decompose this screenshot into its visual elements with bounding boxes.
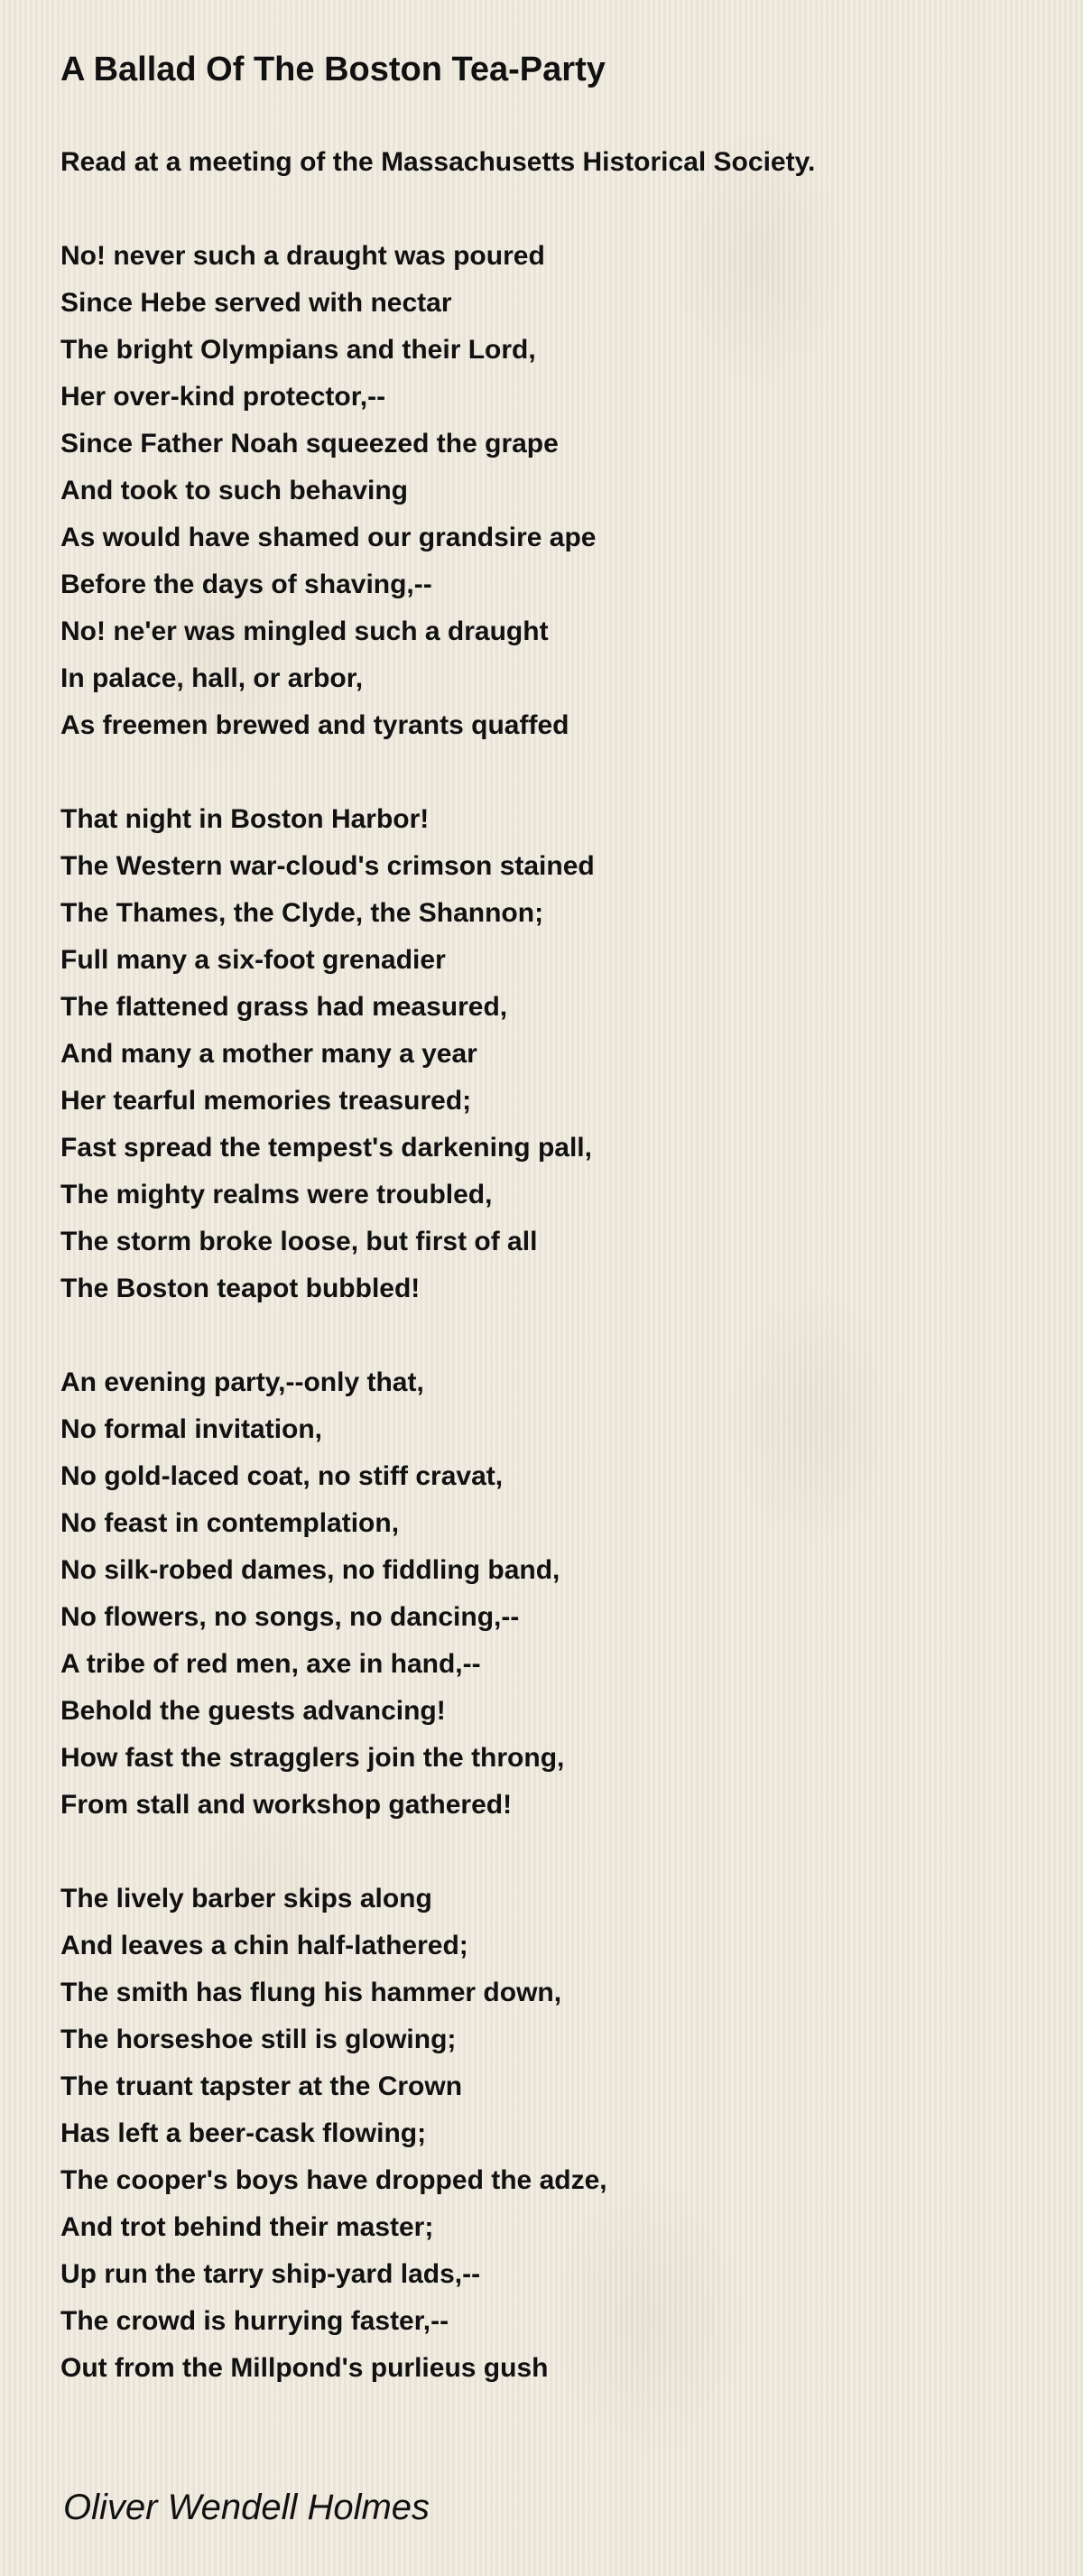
poem-line: Her tearful memories treasured; xyxy=(60,1086,472,1116)
poem-line: Has left a beer-cask flowing; xyxy=(60,2118,427,2148)
poem-line: The storm broke loose, but first of all xyxy=(60,1227,538,1256)
poem-line: As would have shamed our grandsire ape xyxy=(60,523,597,552)
poem-line: The lively barber skips along xyxy=(60,1884,432,1913)
poem-line: A tribe of red men, axe in hand,-- xyxy=(60,1649,481,1679)
poem-line: The smith has flung his hammer down, xyxy=(60,1978,562,2007)
poem-line: How fast the stragglers join the throng, xyxy=(60,1743,565,1773)
poem-line: And took to such behaving xyxy=(60,476,409,505)
poem-line: The horseshoe still is glowing; xyxy=(60,2025,457,2054)
poem-container xyxy=(60,47,1044,2439)
poem-line: The Boston teapot bubbled! xyxy=(60,1274,421,1303)
poem-stanza xyxy=(60,796,1044,1312)
poem-line: Out from the Millpond's purlieus gush xyxy=(60,2353,549,2383)
poem-line: As freemen brewed and tyrants quaffed xyxy=(60,710,569,740)
poem-line: No flowers, no songs, no dancing,-- xyxy=(60,1602,520,1632)
poem-line: The Western war-cloud's crimson stained xyxy=(60,851,595,881)
poem-line: No gold-laced coat, no stiff cravat, xyxy=(60,1461,504,1491)
poem-line: Up run the tarry ship-yard lads,-- xyxy=(60,2259,481,2289)
poem-line: And many a mother many a year xyxy=(60,1039,477,1069)
poem-line: Before the days of shaving,-- xyxy=(60,570,432,599)
poem-line: From stall and workshop gathered! xyxy=(60,1790,513,1820)
poem-line: An evening party,--only that, xyxy=(60,1367,424,1397)
poem-line: No formal invitation, xyxy=(60,1414,323,1444)
poem-line: No silk-robed dames, no fiddling band, xyxy=(60,1555,560,1585)
poem-line: Behold the guests advancing! xyxy=(60,1696,446,1726)
poem-line: The bright Olympians and their Lord, xyxy=(60,335,536,365)
poem-line: The mighty realms were troubled, xyxy=(60,1180,493,1209)
poem-line: That night in Boston Harbor! xyxy=(60,804,430,834)
poem-author: Oliver Wendell Holmes xyxy=(63,2488,430,2527)
poem-line: Fast spread the tempest's darkening pall, xyxy=(60,1133,592,1163)
poem-line: The crowd is hurrying faster,-- xyxy=(60,2306,449,2336)
poem-line: The Thames, the Clyde, the Shannon; xyxy=(60,898,544,928)
poem-stanza xyxy=(60,1876,1044,2392)
poem-line: And trot behind their master; xyxy=(60,2212,434,2242)
poem-body xyxy=(60,233,1044,2392)
poem-line: And leaves a chin half-lathered; xyxy=(60,1931,468,1960)
poem-line: No feast in contemplation, xyxy=(60,1508,400,1538)
poem-line: The cooper's boys have dropped the adze, xyxy=(60,2165,607,2195)
poem-title: A Ballad Of The Boston Tea-Party xyxy=(60,51,606,88)
poem-subtitle: Read at a meeting of the Massachusetts Historical Society. xyxy=(60,147,816,177)
poem-line: In palace, hall, or arbor, xyxy=(60,663,364,693)
poem-line: No! never such a draught was poured xyxy=(60,241,545,271)
poem-line: Full many a six-foot grenadier xyxy=(60,945,446,975)
poem-line: Her over-kind protector,-- xyxy=(60,382,386,412)
poem-line: The flattened grass had measured, xyxy=(60,992,508,1022)
poem-line: Since Father Noah squeezed the grape xyxy=(60,429,559,459)
poem-line: No! ne'er was mingled such a draught xyxy=(60,616,549,646)
poem-line: Since Hebe served with nectar xyxy=(60,288,452,318)
poem-stanza xyxy=(60,1359,1044,1829)
poem-stanza xyxy=(60,233,1044,749)
poem-line: The truant tapster at the Crown xyxy=(60,2071,463,2101)
